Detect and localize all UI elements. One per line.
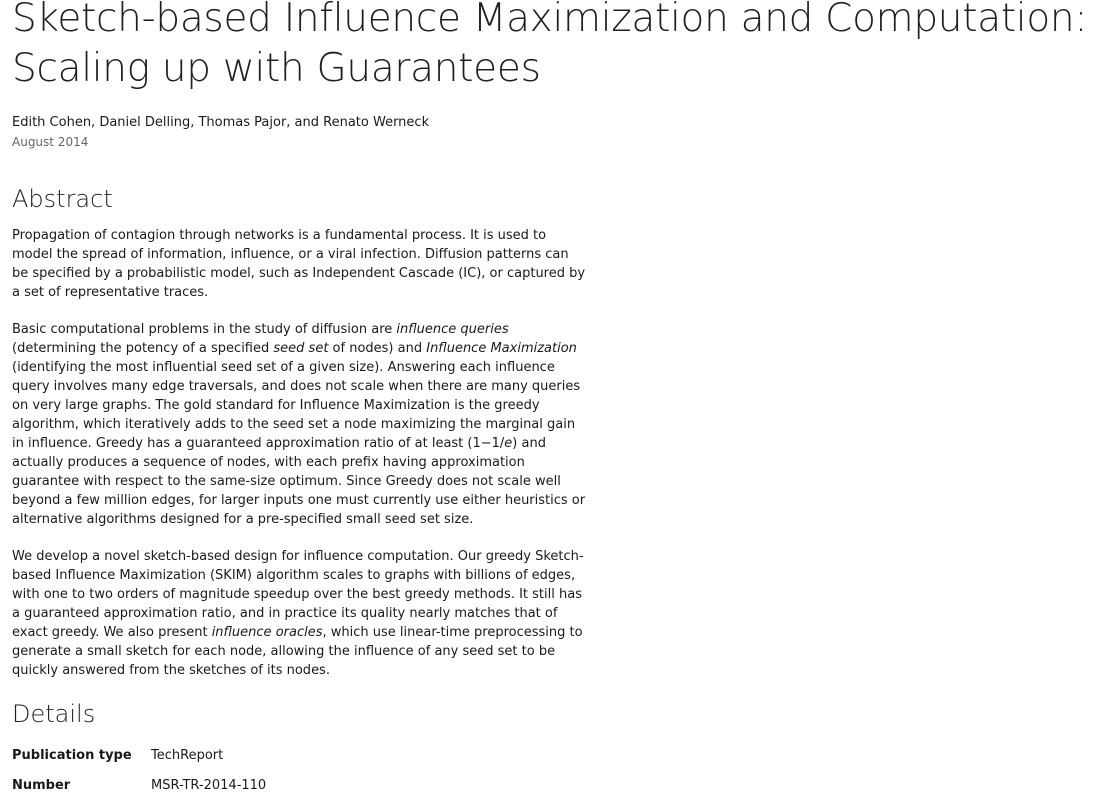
text-run: Basic computational problems in the study of diffusion are: [12, 322, 397, 337]
emphasis-influence-oracles: influence oracles: [211, 625, 323, 640]
text-run: , which use linear-time preprocessing to generate a small sketch for each node, allowing the influence of any seed set to be quickly answered from the sketches of its nodes.: [12, 625, 583, 678]
text-run: We develop a novel sketch-based design for influence computation. Our greedy Sketch-based Influence Maximization (SKIM) algorithm scales to graphs with billions of edges, with one to two orders of magnitude speedup over the best greedy methods. It still has a guaranteed approximation ratio, and in practice its quality nearly matches that of exact greedy. We also present: [12, 549, 584, 640]
details-value: MSR-TR-2014-110: [151, 778, 267, 793]
details-row: [12, 776, 266, 806]
abstract-body: [12, 226, 587, 698]
text-run: ) and actually produces a sequence of nodes, with each prefix having approximation guarantee with respect to the same-size optimum. Since Greedy does not scale well beyond a few million edges, for larger inputs one must currently use either heuristics or alternative algorithms designed for a pre-specified small seed set size.: [12, 436, 586, 527]
author-list: Edith Cohen, Daniel Delling, Thomas Pajor, and Renato Werneck: [12, 115, 430, 130]
text-run: of nodes) and: [328, 341, 427, 356]
publication-date: August 2014: [12, 135, 89, 149]
details-table: [12, 746, 266, 806]
abstract-paragraph-3: [12, 547, 587, 680]
emphasis-e: e: [504, 436, 513, 451]
emphasis-influence-maximization: Influence Maximization: [426, 341, 577, 356]
details-key: Number: [12, 778, 71, 793]
text-run: (determining the potency of a specified: [12, 341, 274, 356]
details-key: Publication type: [12, 748, 132, 763]
abstract-paragraph-1: Propagation of contagion through networks is a fundamental process. It is used to model the spread of information, influence, or a viral infection. Diffusion patterns can be specified by a probabilistic model, such as Independent Cascade (IC), or captured by a set of representative traces.: [12, 228, 586, 300]
page-title: [12, 0, 1112, 94]
emphasis-seed-set: seed set: [273, 341, 329, 356]
emphasis-influence-queries: influence queries: [396, 322, 509, 337]
details-value: TechReport: [151, 748, 224, 763]
text-run: (identifying the most influential seed set of a given size). Answering each influence query involves many edge traversals, and does not scale when there are many queries on very large graphs. The gold standard for Influence Maximization is the greedy algorithm, which iteratively adds to the seed set a node maximizing the marginal gain in influence. Greedy has a guaranteed approximation ratio of at least (1−1/: [12, 360, 581, 451]
abstract-heading: Abstract: [12, 185, 113, 213]
title-line-2: Scaling up with Guarantees: [12, 46, 541, 91]
title-line-1: Sketch-based Influence Maximization and Computation:: [12, 0, 1088, 41]
details-heading: Details: [12, 700, 96, 728]
abstract-paragraph-2: [12, 320, 587, 529]
details-row: [12, 746, 266, 776]
